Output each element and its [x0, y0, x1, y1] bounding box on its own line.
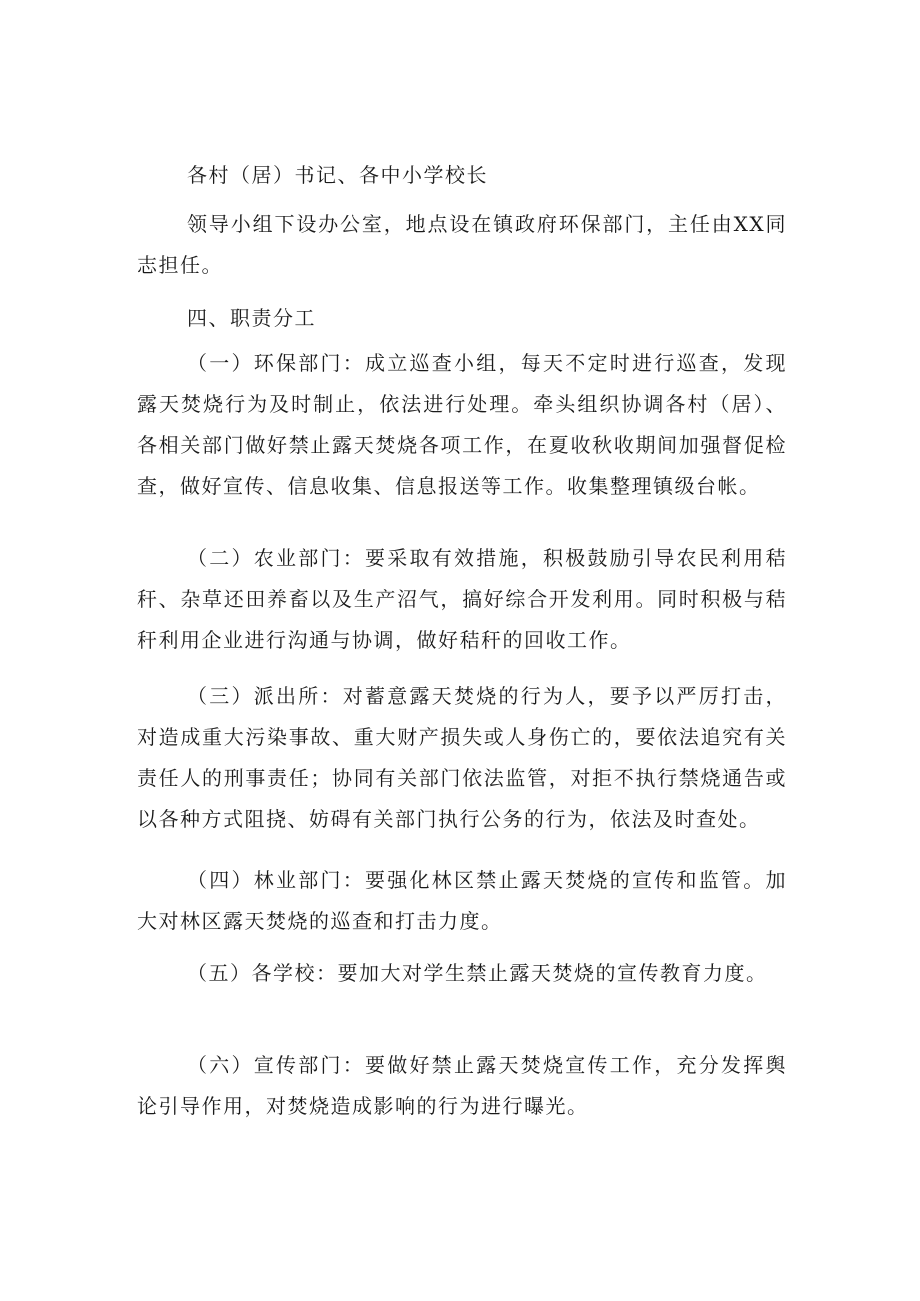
paragraph-agriculture-dept: （二）农业部门：要采取有效措施，积极鼓励引导农民利用秸秆、杂草还田养畜以及生产沼气，搞好综合开发利用。同时积极与秸秆利用企业进行沟通与协调，做好秸秆的回收工作。: [137, 546, 787, 652]
paragraph-publicity-dept: （六）宣传部门：要做好禁止露天焚烧宣传工作，充分发挥舆论引导作用，对焚烧造成影响的行为进行曝光。: [137, 1053, 787, 1118]
section-heading-duties: 四、职责分工: [187, 306, 316, 330]
paragraph-police-station: （三）派出所：对蓄意露天焚烧的行为人，要予以严厉打击，对造成重大污染事故、重大财产损失或人身伤亡的，要依法追究有关责任人的刑事责任；协同有关部门依法监管，对拒不执行禁烧通告或以各种方式阻挠、妨碍有关部门执行公务的行为，依法及时查处。: [137, 684, 787, 831]
paragraph-schools: （五）各学校：要加大对学生禁止露天焚烧的宣传教育力度。: [187, 961, 768, 985]
paragraph-recipients: 各村（居）书记、各中小学校长: [187, 163, 488, 187]
paragraph-office: 领导小组下设办公室，地点设在镇政府环保部门，主任由XX同志担任。: [137, 212, 787, 277]
paragraph-forestry-dept: （四）林业部门：要强化林区禁止露天焚烧的宣传和监管。加大对林区露天焚烧的巡查和打击力度。: [137, 868, 787, 933]
paragraph-environment-dept: （一）环保部门：成立巡查小组，每天不定时进行巡查，发现露天焚烧行为及时制止，依法进行处理。牵头组织协调各村（居）、各相关部门做好禁止露天焚烧各项工作，在夏收秋收期间加强督促检查，做好宣传、信息收集、信息报送等工作。收集整理镇级台帐。: [137, 351, 787, 498]
